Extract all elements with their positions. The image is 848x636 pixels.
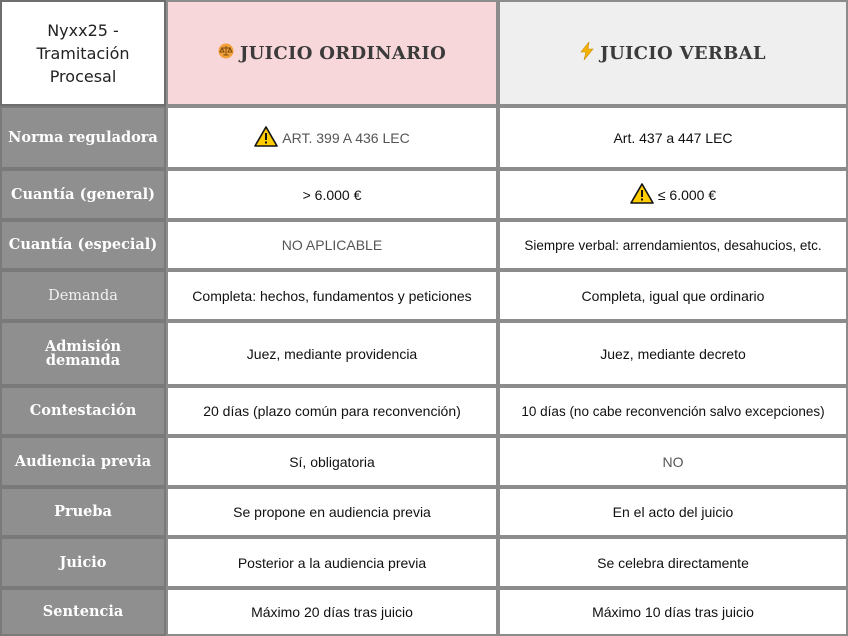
cell-ordinario: NO APLICABLE: [166, 220, 498, 270]
cell-ordinario: Sí, obligatoria: [166, 436, 498, 487]
row-label: Cuantía (general): [0, 169, 166, 220]
cell-ordinario: Posterior a la audiencia previa: [166, 537, 498, 588]
cell-ordinario: [166, 106, 498, 169]
cell-verbal: Máximo 10 días tras juicio: [498, 588, 848, 636]
row-label: Prueba: [0, 487, 166, 537]
warning-icon: [630, 183, 654, 207]
cell-ordinario: Se propone en audiencia previa: [166, 487, 498, 537]
cell-ordinario: Completa: hechos, fundamentos y peticiones: [166, 270, 498, 321]
lightning-icon: [580, 42, 594, 64]
cell-verbal: NO: [498, 436, 848, 487]
table-corner-title: [0, 0, 166, 106]
cell-ordinario: > 6.000 €: [166, 169, 498, 220]
corner-title-line: Tramitación: [36, 43, 130, 63]
cell-verbal: Se celebra directamente: [498, 537, 848, 588]
cell-verbal: [498, 169, 848, 220]
row-label: Audiencia previa: [0, 436, 166, 487]
cell-ordinario: 20 días (plazo común para reconvención): [166, 386, 498, 436]
column-header-label: JUICIO ORDINARIO: [239, 42, 447, 64]
row-label: Sentencia: [0, 588, 166, 636]
scales-icon: [218, 43, 234, 63]
row-label-line: demanda: [45, 351, 121, 369]
cell-text: ART. 399 A 436 LEC: [282, 129, 410, 146]
column-header-verbal: [498, 0, 848, 106]
corner-title-line: Nyxx25 -: [47, 20, 119, 40]
row-label: Juicio: [0, 537, 166, 588]
row-label: Contestación: [0, 386, 166, 436]
cell-verbal: En el acto del juicio: [498, 487, 848, 537]
row-label: Cuantía (especial): [0, 220, 166, 270]
row-label: Norma reguladora: [0, 106, 166, 169]
column-header-ordinario: [166, 0, 498, 106]
cell-verbal: Completa, igual que ordinario: [498, 270, 848, 321]
cell-ordinario: Juez, mediante providencia: [166, 321, 498, 386]
cell-verbal: Siempre verbal: arrendamientos, desahucios, etc.: [498, 220, 848, 270]
row-label: [0, 321, 166, 386]
corner-title-line: Procesal: [49, 66, 117, 86]
column-header-label: JUICIO VERBAL: [600, 42, 766, 64]
row-label: Demanda: [0, 270, 166, 321]
row-label-line: Admisión: [44, 337, 122, 355]
cell-verbal: Juez, mediante decreto: [498, 321, 848, 386]
cell-ordinario: Máximo 20 días tras juicio: [166, 588, 498, 636]
cell-text: ≤ 6.000 €: [657, 186, 717, 203]
cell-verbal: 10 días (no cabe reconvención salvo excepciones): [498, 386, 848, 436]
cell-verbal: Art. 437 a 447 LEC: [498, 106, 848, 169]
warning-icon: [254, 126, 278, 150]
